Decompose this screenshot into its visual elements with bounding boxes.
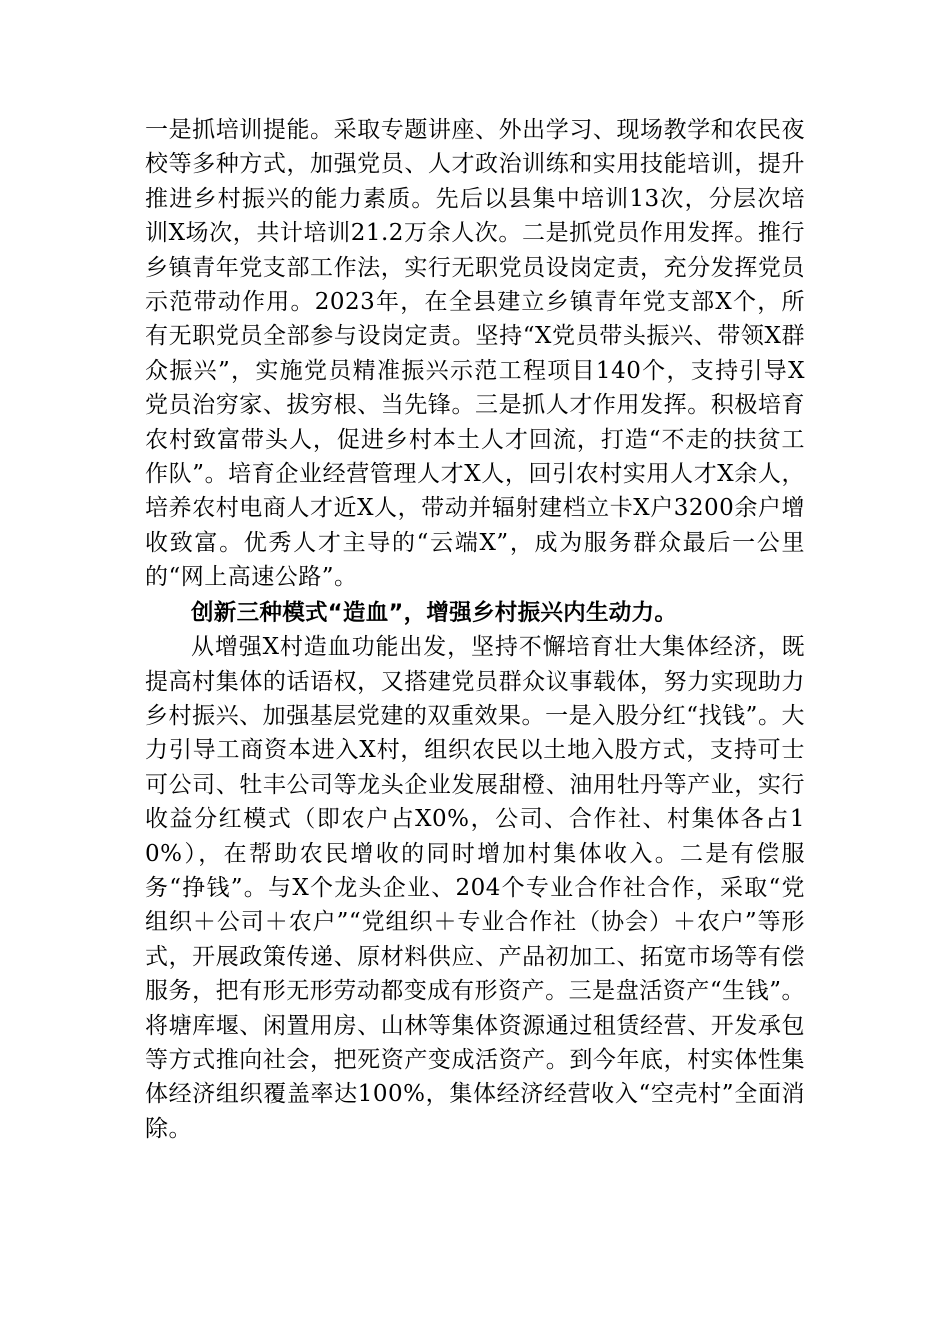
- body-paragraph-training: 一是抓培训提能。采取专题讲座、外出学习、现场教学和农民夜校等多种方式，加强党员、人才政治训练和实用技能培训，提升推进乡村振兴的能力素质。先后以县集中培训13次，分层次培训X场次，共计培训21.2万余人次。二是抓党员作用发挥。推行乡镇青年党支部工作法，实行无职党员设岗定责，充分发挥党员示范带动作用。2023年，在全县建立乡镇青年党支部X个，所有无职党员全部参与设岗定责。坚持“X党员带头振兴、带领X群众振兴”，实施党员精准振兴示范工程项目140个，支持引导X党员治穷家、拔穷根、当先锋。三是抓人才作用发挥。积极培育农村致富带头人，促进乡村本土人才回流，打造“不走的扶贫工作队”。培育企业经营管理人才X人，回引农村实用人才X余人，培养农村电商人才近X人，带动并辐射建档立卡X户3200余户增收致富。优秀人才主导的“云端X”，成为服务群众最后一公里的“网上高速公路”。: [145, 117, 805, 591]
- section-heading: 创新三种模式“造血”，增强乡村振兴内生动力。: [191, 599, 678, 626]
- body-paragraph-collective-economy: 从增强X村造血功能出发，坚持不懈培育壮大集体经济，既提高村集体的话语权，又搭建党员群众议事载体，努力实现助力乡村振兴、加强基层党建的双重效果。一是入股分红“找钱”。大力引导工商资本进入X村，组织农民以土地入股方式，支持可士可公司、牡丰公司等龙头企业发展甜橙、油用牡丹等产业，实行收益分红模式（即农户占X0%，公司、合作社、村集体各占10%），在帮助农民增收的同时增加村集体收入。二是有偿服务“挣钱”。与X个龙头企业、204个专业合作社合作，采取“党组织＋公司＋农户”“党组织＋专业合作社（协会）＋农户”等形式，开展政策传递、原材料供应、产品初加工、拓宽市场等有偿服务，把有形无形劳动都变成有形资产。三是盘活资产“生钱”。将塘库堰、闲置用房、山林等集体资源通过租赁经营、开发承包等方式推向社会，把死资产变成活资产。到今年底，村实体性集体经济组织覆盖率达100%，集体经济经营收入“空壳村”全面消除。: [145, 634, 805, 1142]
- document-body: [145, 113, 805, 1146]
